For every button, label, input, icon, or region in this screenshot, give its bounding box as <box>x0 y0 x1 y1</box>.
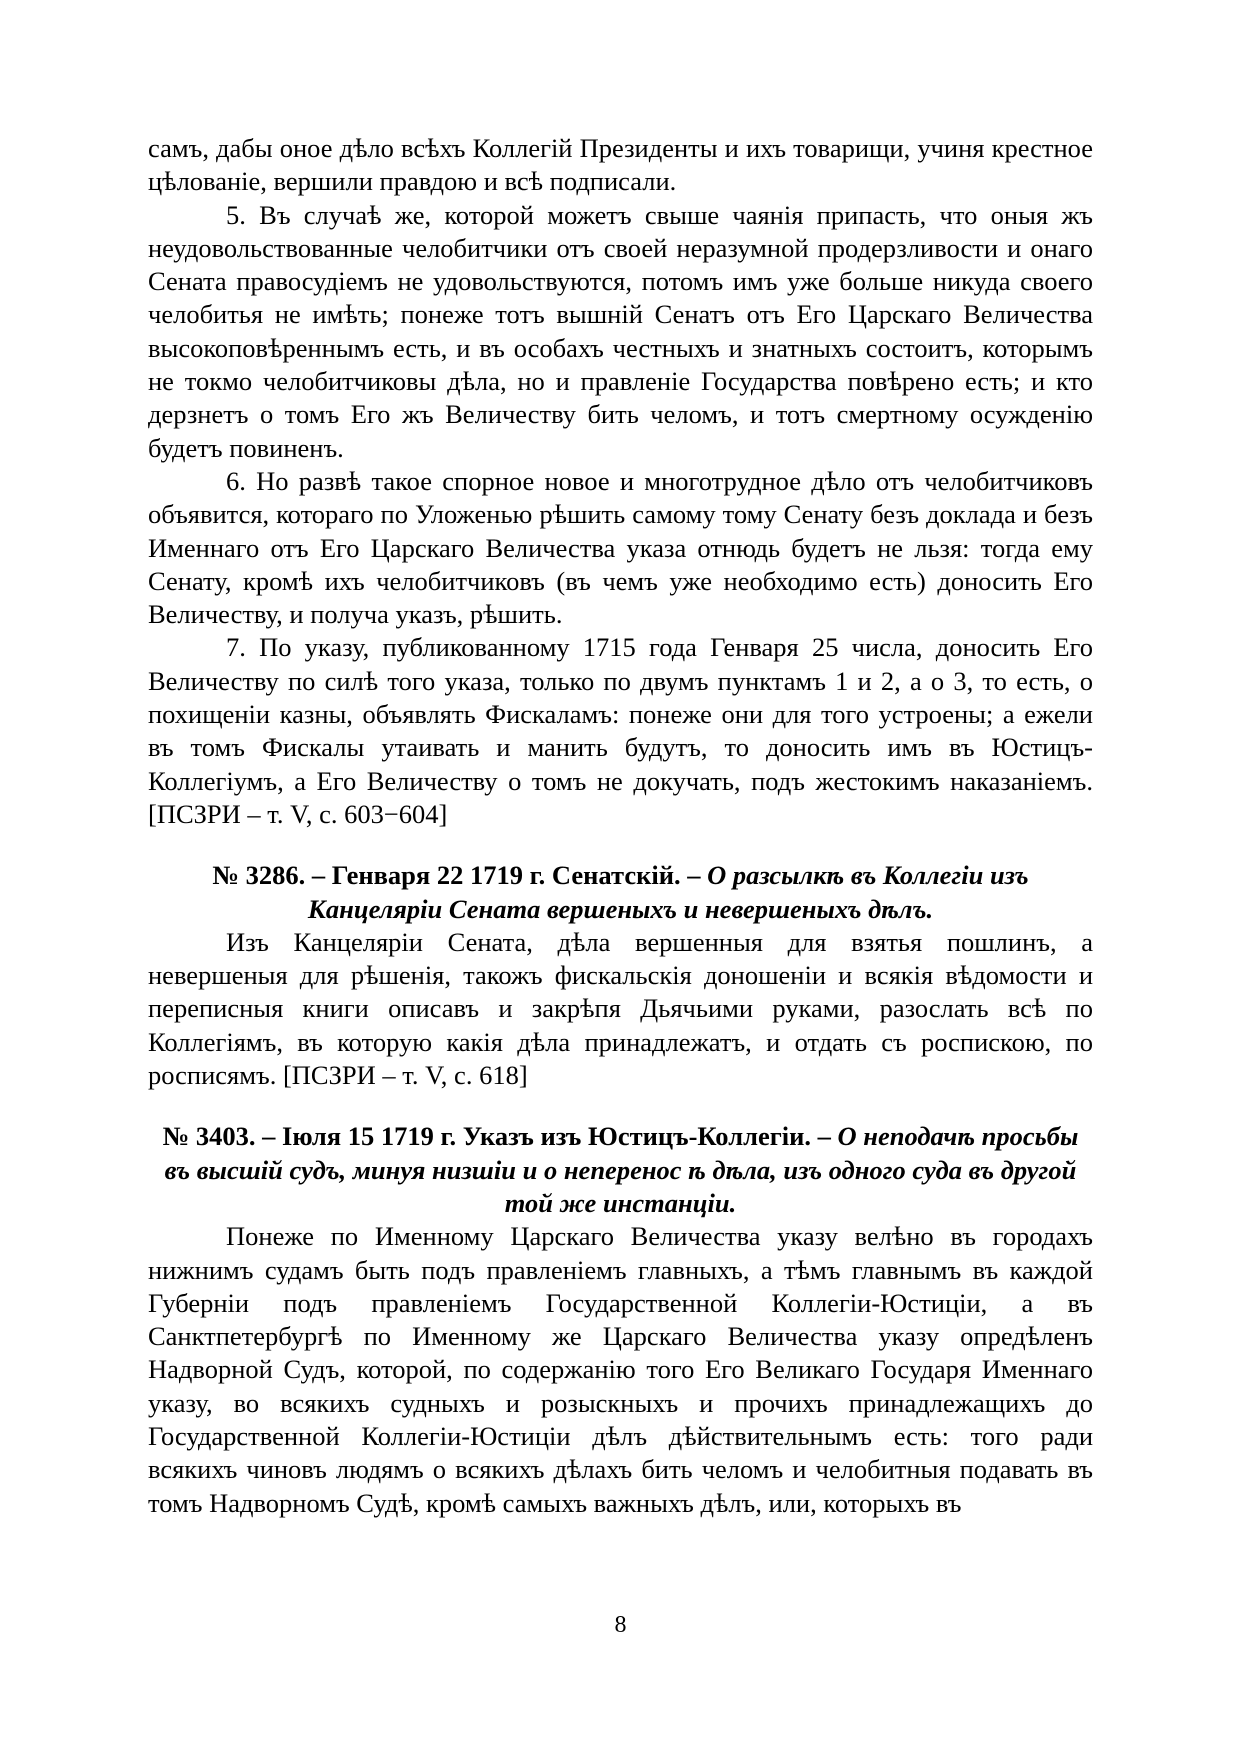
page-number: 8 <box>614 1612 627 1638</box>
section-body-3286: Изъ Канцеляріи Сената, дѣла вершенныя для взятья пошлинъ, а невершеныя для рѣшенія, такожъ фискальскія доношеніи и всякія вѣдомости и переписныя книги описавъ и закрѣпя Дьячьими руками, разослать всѣ по Коллегіямъ, въ которую какія дѣла принадлежатъ, и отдать съ роспискою, по росписямъ. [ПСЗРИ – т. V, с. 618] <box>148 926 1093 1091</box>
document-page <box>148 132 1093 1520</box>
paragraph-item-7: 7. По указу, публикованному 1715 года Генваря 25 числа, доносить Его Величеству по силѣ того указа, только по двумъ пунктамъ 1 и 2, а о 3, то есть, о похищеніи казны, объявлять Фискаламъ: понеже они для того устроены; а ежели въ томъ Фискалы утаивать и манить будутъ, то доносить имъ въ Юстицъ-Коллегіумъ, а Его Величеству о томъ не докучать, подъ жестокимъ наказаніемъ. [ПСЗРИ – т. V, с. 603−604] <box>148 632 1093 829</box>
section-heading-3286-title: № 3286. – Генваря 22 1719 г. Сенатскій. – <box>212 860 701 891</box>
section-spacer <box>148 831 1093 859</box>
section-spacer <box>148 1092 1093 1120</box>
section-body-3403: Понеже по Именному Царскаго Величества указу велѣно въ городахъ нижнимъ судамъ быть подъ правленіемъ главныхъ, а тѣмъ главнымъ въ каждой Губерніи подъ правленіемъ Государственной Коллегіи-Юстиціи, а въ Санктпетербургѣ по Именному же Царскаго Величества указу опредѣленъ Надворной Судъ, которой, по содержанію того Его Великаго Государя Именнаго указу, во всякихъ судныхъ и розыскныхъ и прочихъ принадлежащихъ до Государственной Коллегіи-Юстиціи дѣлъ дѣйствительнымъ есть: того ради всякихъ чиновъ людямъ о всякихъ дѣлахъ бить челомъ и челобитныя подавать въ томъ Надворномъ Судѣ, кромѣ самыхъ важныхъ дѣлъ, или, которыхъ въ <box>148 1221 1093 1518</box>
section-heading-3286-subject: О разсылкѣ въ Коллегіи изъ Канцеляріи Сената вершеныхъ и невершеныхъ дѣлъ. <box>307 860 1029 924</box>
paragraph-continuation: самъ, дабы оное дѣло всѣхъ Коллегій Президенты и ихъ товарищи, учиня крестное цѣлованіе, вершили правдою и всѣ подписали. <box>148 133 1093 197</box>
paragraph-item-5: 5. Въ случаѣ же, которой можетъ свыше чаянія припасть, что оныя жъ неудовольствованные челобитчики отъ своей неразумной продерзливости и онаго Сената правосудіемъ не удовольствуются, потомъ имъ уже больше никуда своего челобитья не имѣть; понеже тотъ вышній Сенатъ отъ Его Царскаго Величества высокоповѣреннымъ есть, и въ особахъ честныхъ и знатныхъ состоитъ, которымъ не токмо челобитчиковы дѣла, но и правленіе Государства повѣрено есть; и кто дерзнетъ о томъ Его жъ Величеству бить челомъ, и тотъ смертному осужденію будетъ повиненъ. <box>148 199 1093 463</box>
section-heading-3403 <box>148 1120 1093 1220</box>
section-heading-3286 <box>148 859 1093 926</box>
section-heading-3403-title: № 3403. – Іюля 15 1719 г. Указъ изъ Юстицъ-Коллегіи. – <box>162 1121 831 1152</box>
section-heading-3403-subject: О неподачѣ просьбы въ высшій судъ, минуя низшіи и о неперенос ѣ дѣла, изъ одного суда въ другой той же инстанціи. <box>164 1121 1079 1218</box>
paragraph-item-6: 6. Но развѣ такое спорное новое и многотрудное дѣло отъ челобитчиковъ объявится, котораго по Уложенью рѣшить самому тому Сенату безъ доклада и безъ Именнаго отъ Его Царскаго Величества указа отнюдь будетъ не льзя: тогда ему Сенату, кромѣ ихъ челобитчиковъ (въ чемъ уже необходимо есть) доносить Его Величеству, и получа указъ, рѣшить. <box>148 465 1093 630</box>
